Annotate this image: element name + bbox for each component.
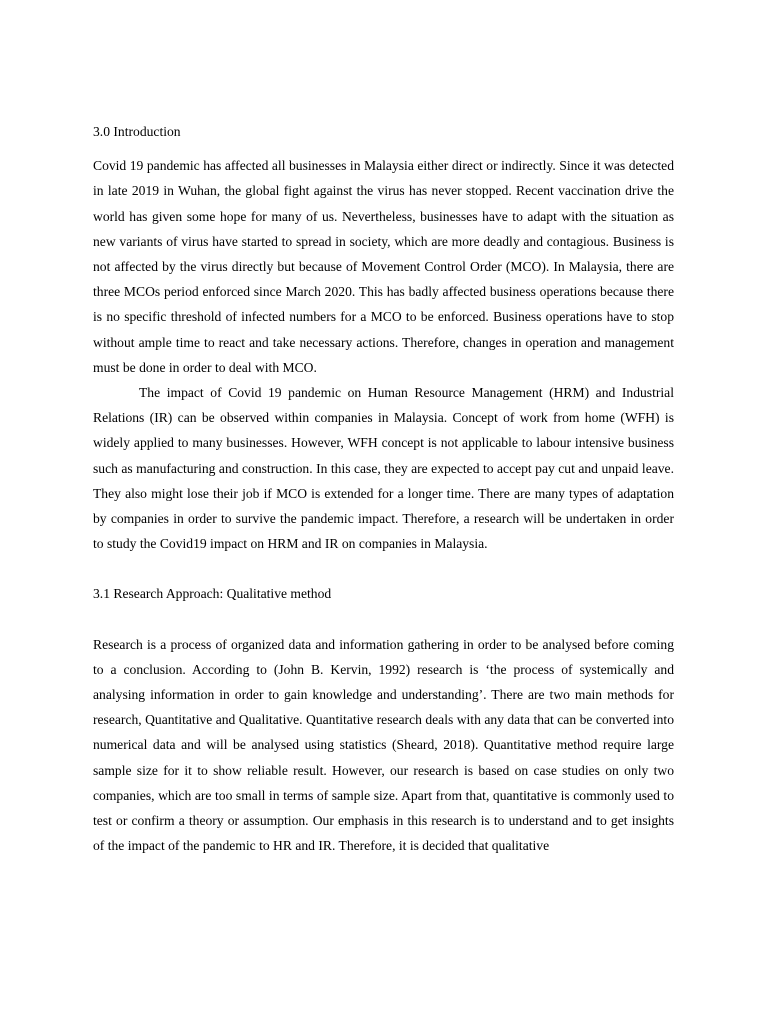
research-approach-paragraph-1: Research is a process of organized data and information gathering in order to be analysed before coming to a conclusion. According to (John B. Kervin, 1992) research is ‘the process of systemically and analysing information in order to gain knowledge and understanding’. There are two main methods for research, Quantitative and Qualitative. Quantitative research deals with any data that can be converted into numerical data and will be analysed using statistics (Sheard, 2018). Quantitative method require large sample size for it to show reliable result. However, our research is based on case studies on only two companies, which are too small in terms of sample size. Apart from that, quantitative is commonly used to test or confirm a theory or assumption. Our emphasis in this research is to understand and to get insights of the impact of the pandemic to HR and IR. Therefore, it is decided that qualitative — [93, 636, 674, 854]
spacer — [93, 607, 674, 632]
section-heading-research-approach: 3.1 Research Approach: Qualitative method — [93, 586, 332, 602]
section-heading-introduction: 3.0 Introduction — [93, 124, 181, 139]
spacer — [93, 144, 674, 153]
spacer — [93, 556, 674, 581]
document-body — [93, 119, 674, 858]
introduction-paragraph-1: Covid 19 pandemic has affected all businesses in Malaysia either direct or indirectly. Since it was detected in late 2019 in Wuhan, the global fight against the virus has never stopped. Recent vaccination drive the world has given some hope for many of us. Nevertheless, businesses have to adapt with the situation as new variants of virus have started to spread in society, which are more deadly and contagious. Business is not affected by the virus directly but because of Movement Control Order (MCO). In Malaysia, there are three MCOs period enforced since March 2020. This has badly affected business operations because there is no specific threshold of infected numbers for a MCO to be enforced. Business operations have to stop without ample time to react and take necessary actions. Therefore, changes in operation and management must be done in order to deal with MCO. — [93, 158, 674, 375]
introduction-paragraph-2: The impact of Covid 19 pandemic on Human Resource Management (HRM) and Industrial Relations (IR) can be observed within companies in Malaysia. Concept of work from home (WFH) is widely applied to many businesses. However, WFH concept is not applicable to labour intensive business such as manufacturing and construction. In this case, they are expected to accept pay cut and unpaid leave. They also might lose their job if MCO is extended for a longer time. There are many types of adaptation by companies in order to survive the pandemic impact. Therefore, a research will be undertaken in order to study the Covid19 impact on HRM and IR on companies in Malaysia. — [93, 385, 674, 552]
